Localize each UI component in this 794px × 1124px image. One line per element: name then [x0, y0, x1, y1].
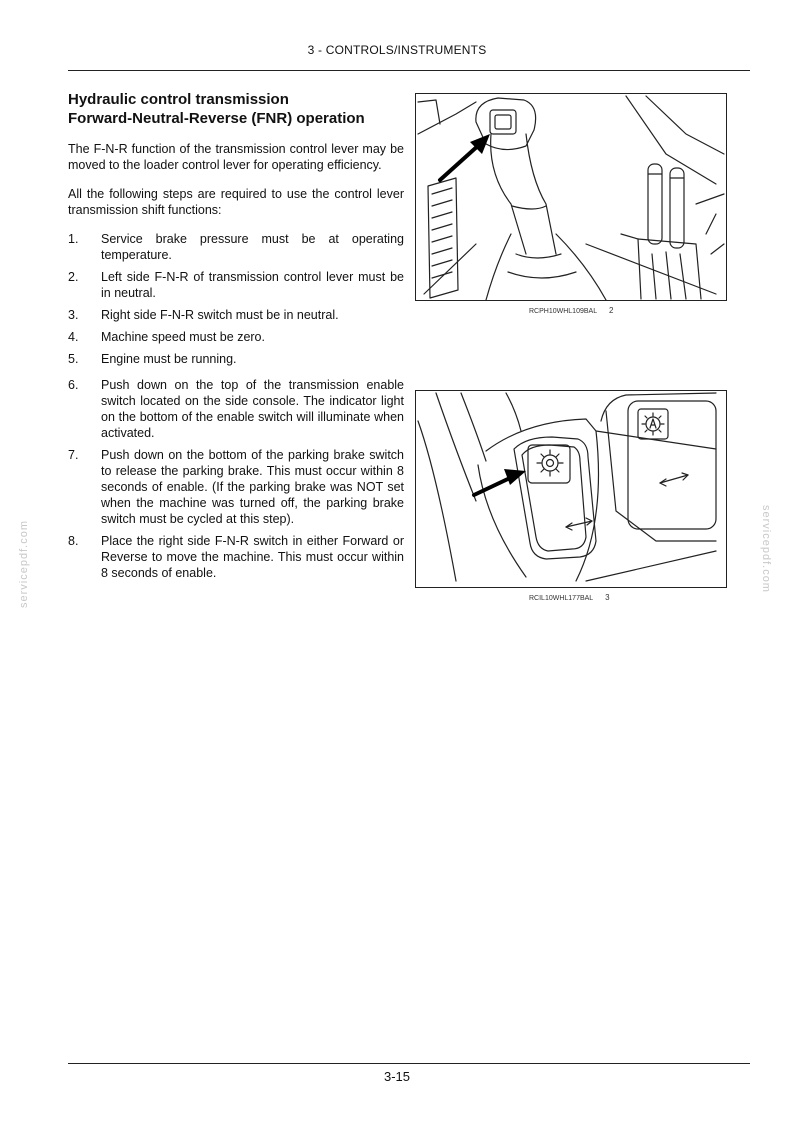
step-list-b: [68, 377, 404, 581]
callout-arrow: [474, 469, 526, 495]
figure-side-console: [415, 390, 727, 588]
section-title-line-2: Forward-Neutral-Reverse (FNR) operation: [68, 110, 365, 127]
steps-intro-paragraph: All the following steps are required to use the control lever transmission shift functions:: [68, 187, 404, 217]
step-number: 8.: [68, 534, 79, 548]
step-number: 2.: [68, 270, 79, 284]
header-rule: [68, 70, 750, 71]
figure-number: 3: [605, 593, 610, 602]
section-title: [68, 90, 404, 128]
step-number: 4.: [68, 330, 79, 344]
section-title-line-1: Hydraulic control transmission: [68, 91, 289, 108]
figure-3-caption: [529, 593, 610, 602]
step-text: Machine speed must be zero.: [101, 330, 265, 344]
figure-code: RCIL10WHL177BAL: [529, 595, 594, 602]
step-number: 5.: [68, 352, 79, 366]
step-text: Left side F-N-R of transmission control lever must be in neutral.: [101, 270, 404, 300]
step-text: Engine must be running.: [101, 352, 237, 366]
step-number: 6.: [68, 378, 79, 392]
intro-paragraph: The F-N-R function of the transmission control lever may be moved to the loader control lever for operating efficiency.: [68, 142, 404, 172]
list-item: [68, 447, 404, 527]
list-item: [68, 351, 404, 367]
step-text: Place the right side F-N-R switch in either Forward or Reverse to move the machine. This must occur within 8 seconds of enable.: [101, 534, 404, 580]
step-text: Push down on the top of the transmission enable switch located on the side console. The indicator light on the bottom of the enable switch will illuminate when activated.: [101, 378, 404, 440]
figure-2-caption: [529, 306, 614, 315]
step-number: 1.: [68, 232, 79, 246]
list-item: [68, 269, 404, 301]
list-item: [68, 231, 404, 263]
control-lever-illustration: [416, 94, 726, 300]
step-text: Service brake pressure must be at operating temperature.: [101, 232, 404, 262]
callout-arrow: [440, 134, 490, 180]
page-number: 3-15: [383, 1069, 411, 1084]
side-console-illustration: [416, 391, 726, 587]
list-item: [68, 329, 404, 345]
list-item: [68, 533, 404, 581]
step-list-a: [68, 231, 404, 367]
main-column: [68, 90, 404, 587]
step-number: 3.: [68, 308, 79, 322]
footer-rule: [68, 1063, 750, 1064]
figure-code: RCPH10WHL109BAL: [529, 308, 598, 315]
figure-control-lever: [415, 93, 727, 301]
watermark-right: servicepdf.com: [760, 505, 772, 593]
list-item: [68, 377, 404, 441]
figure-number: 2: [609, 306, 614, 315]
list-item: [68, 307, 404, 323]
watermark-left: servicepdf.com: [18, 520, 30, 608]
step-text: Right side F-N-R switch must be in neutral.: [101, 308, 339, 322]
step-number: 7.: [68, 448, 79, 462]
running-header: 3 - CONTROLS/INSTRUMENTS: [307, 43, 487, 57]
step-text: Push down on the bottom of the parking brake switch to release the parking brake. This must occur within 8 seconds of enable. (If the parking brake was NOT set when the machine was turned off, the parking brake switch must be cycled at this step).: [101, 448, 404, 526]
